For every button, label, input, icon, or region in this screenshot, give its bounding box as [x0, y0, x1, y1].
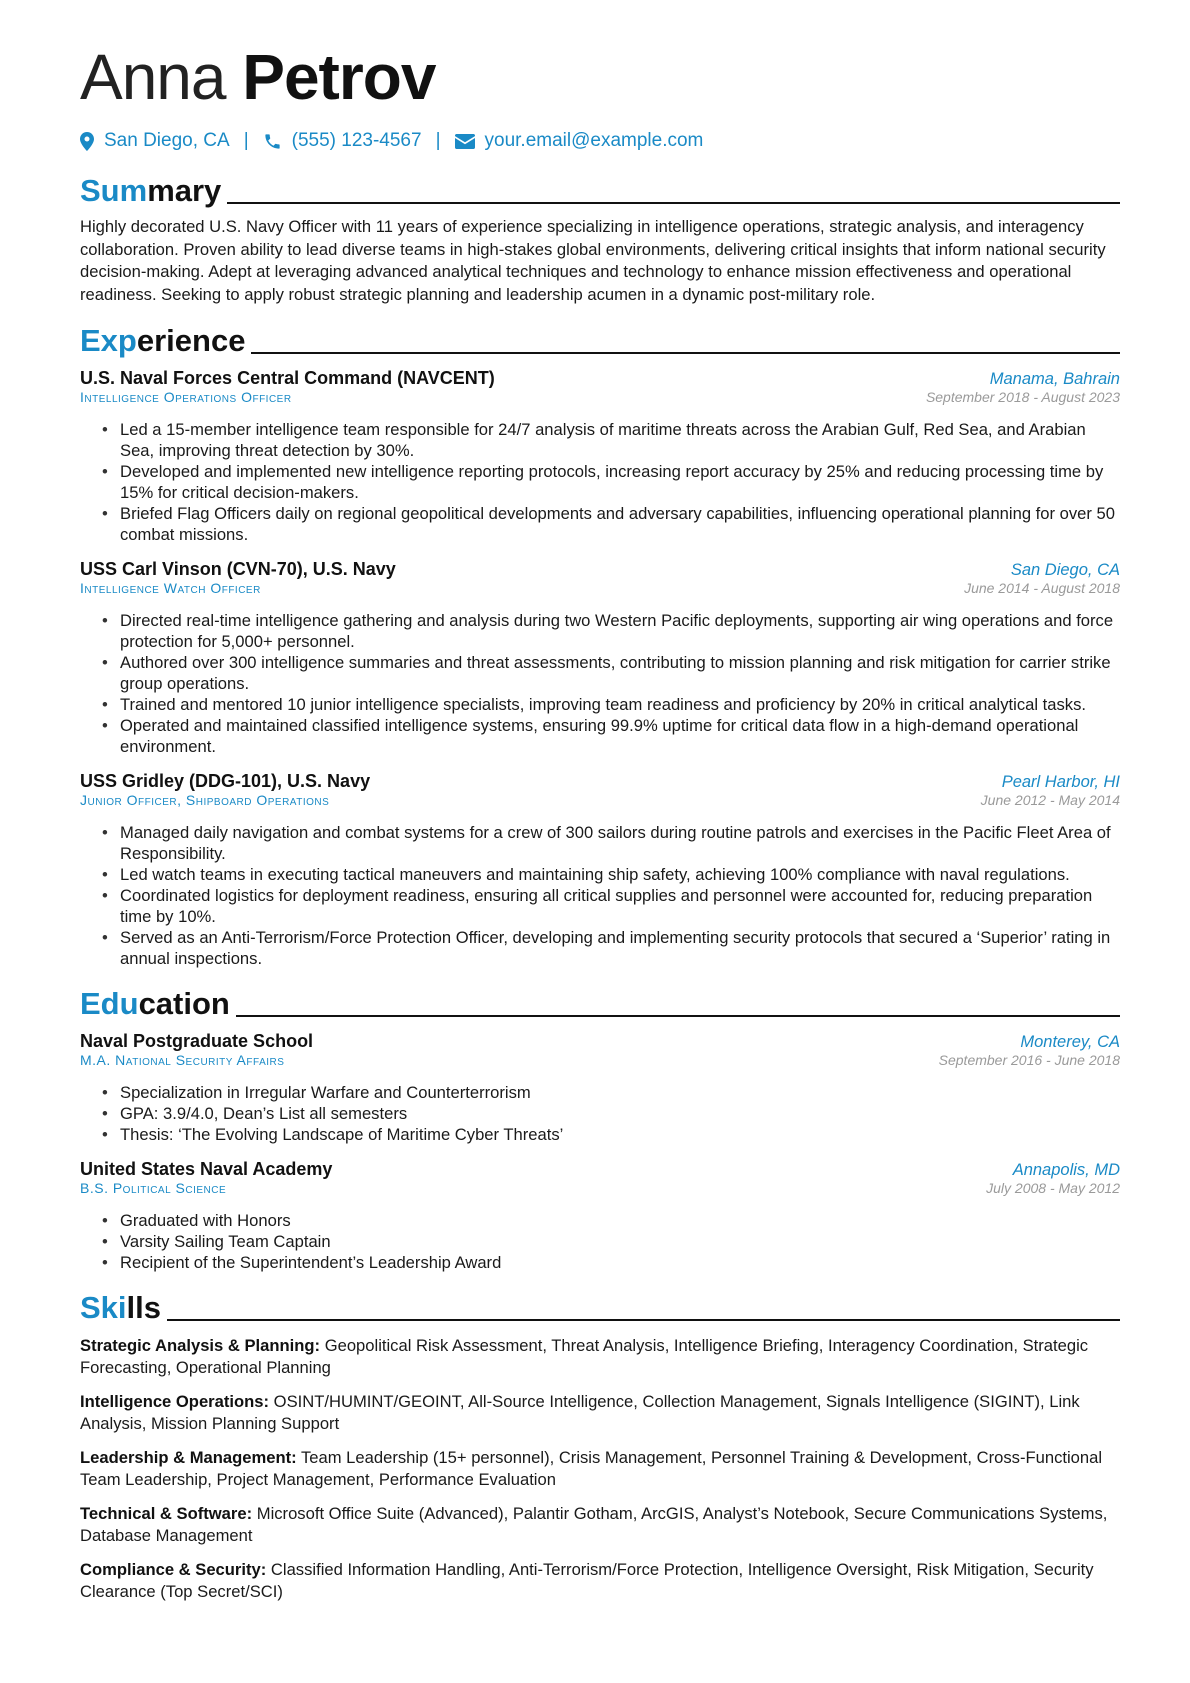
organization-name: USS Gridley (DDG-101), U.S. Navy — [80, 771, 371, 791]
skill-items: Classified Information Handling, Anti-Terrorism/Force Protection, Intelligence Oversight, Risk Mitigation, Security Clearance (Top Secret/SCI) — [80, 1560, 1094, 1601]
entry-role: M.A. National Security Affairs — [80, 1052, 285, 1068]
entry-subheader-row — [80, 389, 1120, 405]
education-entry — [80, 1031, 1120, 1145]
entry-header-row — [80, 368, 1120, 389]
section-rule — [251, 352, 1120, 354]
first-name: Anna — [80, 41, 226, 113]
skill-items: OSINT/HUMINT/GEOINT, All-Source Intelligence, Collection Management, Signals Intelligence (SIGINT), Link Analysis, Mission Planning Support — [80, 1392, 1080, 1433]
map-pin-icon — [80, 132, 94, 151]
entry-role: Intelligence Watch Officer — [80, 580, 261, 596]
skills-heading — [80, 1287, 1120, 1325]
entry-subheader-row — [80, 580, 1120, 596]
bullet-item: • Directed real-time intelligence gathering and analysis during two Western Pacific deployments, supporting air wing operations and force protection for 5,000+ personnel. — [102, 610, 1120, 652]
bullet-item: • Specialization in Irregular Warfare and Counterterrorism — [102, 1082, 1120, 1103]
section-rule — [167, 1319, 1120, 1321]
section-title: Skills — [80, 1290, 161, 1325]
entry-header-row — [80, 771, 1120, 792]
section-title: Experience — [80, 323, 246, 358]
entry-role: B.S. Political Science — [80, 1180, 227, 1196]
contact-separator: | — [435, 130, 441, 151]
bullet-item: • Briefed Flag Officers daily on regional geopolitical developments and adversary capabilities, influencing operational planning for over 50 combat missions. — [102, 503, 1120, 545]
section-rule — [227, 202, 1120, 204]
bullet-item: • Managed daily navigation and combat systems for a crew of 300 sailors during routine patrols and exercises in the Pacific Fleet Area of Responsibility. — [102, 822, 1120, 864]
location-text: San Diego, CA — [104, 130, 230, 151]
contact-phone[interactable] — [263, 130, 422, 152]
bullet-list — [80, 1082, 1120, 1145]
skills-list — [80, 1335, 1120, 1603]
bullet-item: • Authored over 300 intelligence summaries and threat assessments, contributing to mission planning and risk mitigation for carrier strike group operations. — [102, 652, 1120, 694]
last-name: Petrov — [242, 41, 436, 113]
bullet-item: • Operated and maintained classified intelligence systems, ensuring 99.9% uptime for critical data flow in a high-demand operational environment. — [102, 715, 1120, 757]
contact-separator: | — [243, 130, 249, 151]
contact-location — [80, 130, 230, 152]
bullet-item: • Thesis: ‘The Evolving Landscape of Maritime Cyber Threats’ — [102, 1124, 1120, 1145]
bullet-list — [80, 1210, 1120, 1273]
skill-row — [80, 1391, 1120, 1435]
envelope-icon — [455, 134, 475, 149]
bullet-list — [80, 822, 1120, 969]
organization-name: U.S. Naval Forces Central Command (NAVCENT) — [80, 368, 495, 388]
skill-category: Leadership & Management: — [80, 1448, 297, 1467]
entry-dates: June 2014 - August 2018 — [964, 580, 1120, 596]
section-rule — [236, 1015, 1120, 1017]
skill-items: Geopolitical Risk Assessment, Threat Analysis, Intelligence Briefing, Interagency Coordination, Strategic Forecasting, Operational Planning — [80, 1336, 1089, 1377]
entry-header-row — [80, 1159, 1120, 1180]
section-title: Summary — [80, 173, 222, 208]
entry-location: Pearl Harbor, HI — [1001, 773, 1120, 791]
bullet-item: • Led watch teams in executing tactical maneuvers and maintaining ship safety, achieving 100% compliance with naval regulations. — [102, 864, 1120, 885]
skill-row — [80, 1447, 1120, 1491]
skill-category: Strategic Analysis & Planning: — [80, 1336, 321, 1355]
bullet-item: • Developed and implemented new intelligence reporting protocols, increasing report accuracy by 25% and reducing processing time by 15% for critical decision-makers. — [102, 461, 1120, 503]
education-heading — [80, 983, 1120, 1021]
experience-entry — [80, 368, 1120, 545]
skill-row — [80, 1503, 1120, 1547]
entry-dates: July 2008 - May 2012 — [986, 1180, 1120, 1196]
bullet-item: • Led a 15-member intelligence team responsible for 24/7 analysis of maritime threats across the Arabian Gulf, Red Sea, and Arabian Sea, improving threat detection by 30%. — [102, 419, 1120, 461]
experience-entry — [80, 559, 1120, 757]
entry-dates: June 2012 - May 2014 — [980, 792, 1120, 808]
skill-row — [80, 1335, 1120, 1379]
email-text: your.email@example.com — [484, 130, 704, 151]
entry-location: Monterey, CA — [1020, 1033, 1120, 1051]
entry-subheader-row — [80, 1052, 1120, 1068]
experience-entry — [80, 771, 1120, 969]
contact-email[interactable] — [455, 130, 704, 152]
entry-role: Junior Officer, Shipboard Operations — [80, 792, 330, 808]
phone-text: (555) 123-4567 — [291, 130, 422, 151]
entry-subheader-row — [80, 1180, 1120, 1196]
entry-dates: September 2018 - August 2023 — [925, 389, 1120, 405]
education-list — [80, 1031, 1120, 1273]
bullet-item: • Trained and mentored 10 junior intelligence specialists, improving team readiness and proficiency by 20% in critical analytical tasks. — [102, 694, 1120, 715]
bullet-item: • Recipient of the Superintendent’s Leadership Award — [102, 1252, 1120, 1273]
experience-list — [80, 368, 1120, 969]
organization-name: Naval Postgraduate School — [80, 1031, 314, 1051]
entry-dates: September 2016 - June 2018 — [938, 1052, 1120, 1068]
bullet-item: • GPA: 3.9/4.0, Dean’s List all semesters — [102, 1103, 1120, 1124]
skill-category: Intelligence Operations: — [80, 1392, 270, 1411]
entry-location: Manama, Bahrain — [989, 370, 1120, 388]
bullet-item: • Served as an Anti-Terrorism/Force Protection Officer, developing and implementing security protocols that secured a ‘Superior’ rating in annual inspections. — [102, 927, 1120, 969]
contact-bar — [80, 126, 1120, 156]
candidate-name — [80, 40, 1120, 114]
organization-name: USS Carl Vinson (CVN-70), U.S. Navy — [80, 559, 396, 579]
bullet-item: • Varsity Sailing Team Captain — [102, 1231, 1120, 1252]
summary-heading — [80, 170, 1120, 208]
skill-row — [80, 1559, 1120, 1603]
entry-header-row — [80, 1031, 1120, 1052]
phone-icon — [263, 132, 282, 151]
bullet-item: • Coordinated logistics for deployment readiness, ensuring all critical supplies and personnel were accounted for, reducing preparation time by 10%. — [102, 885, 1120, 927]
skill-category: Compliance & Security: — [80, 1560, 267, 1579]
skill-category: Technical & Software: — [80, 1504, 253, 1523]
skill-items: Team Leadership (15+ personnel), Crisis Management, Personnel Training & Development, Cross-Functional Team Leadership, Project Management, Performance Evaluation — [80, 1448, 1103, 1489]
skill-items: Microsoft Office Suite (Advanced), Palantir Gotham, ArcGIS, Analyst’s Notebook, Secure Communications Systems, Database Management — [80, 1504, 1108, 1545]
bullet-list — [80, 419, 1120, 545]
bullet-item: • Graduated with Honors — [102, 1210, 1120, 1231]
entry-header-row — [80, 559, 1120, 580]
education-entry — [80, 1159, 1120, 1273]
entry-role: Intelligence Operations Officer — [80, 389, 292, 405]
bullet-list — [80, 610, 1120, 757]
section-title: Education — [80, 986, 230, 1021]
entry-subheader-row — [80, 792, 1120, 808]
entry-location: San Diego, CA — [1010, 561, 1120, 579]
organization-name: United States Naval Academy — [80, 1159, 333, 1179]
entry-location: Annapolis, MD — [1012, 1161, 1120, 1179]
resume-page — [80, 40, 1120, 1615]
summary-text: Highly decorated U.S. Navy Officer with 11 years of experience specializing in intelligence operations, strategic analysis, and interagency collaboration. Proven ability to lead diverse teams in high-stakes global environments, delivering critical insights that inform national security decision-making. Adept at leveraging advanced analytical techniques and technology to enhance mission effectiveness and operational readiness. Seeking to apply robust strategic planning and leadership acumen in a dynamic post-military role. — [80, 217, 1106, 304]
experience-heading — [80, 320, 1120, 358]
